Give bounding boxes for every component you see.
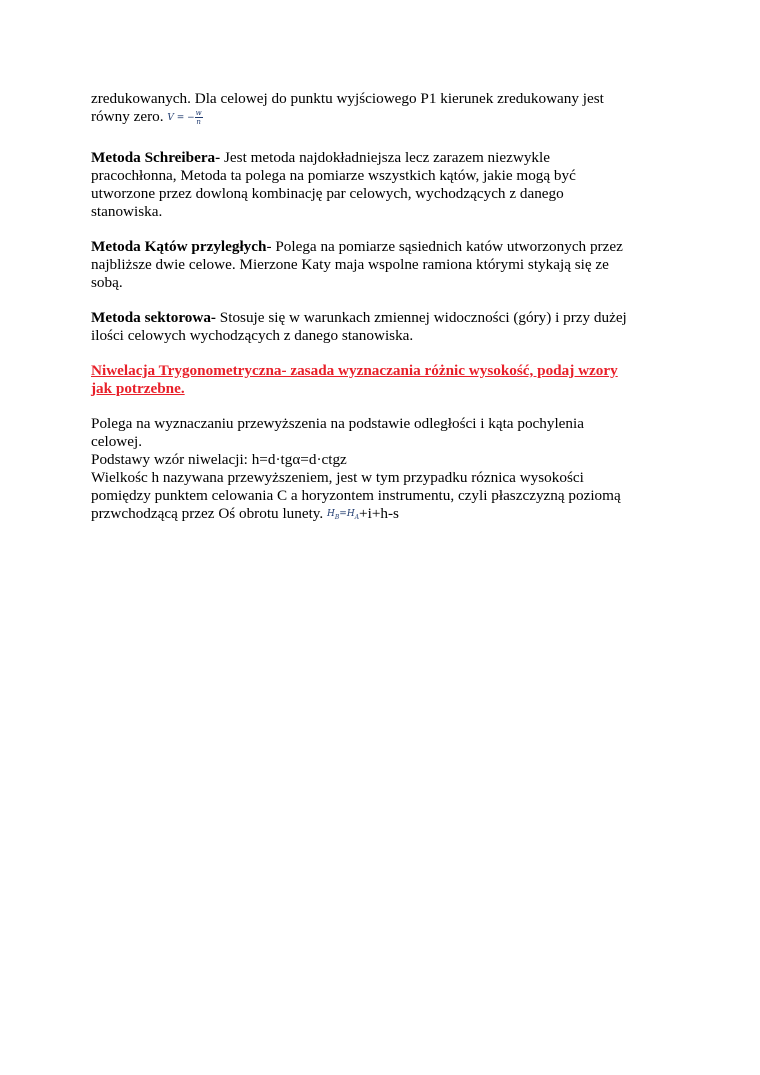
sektor-title: Metoda sektorowa- <box>91 308 216 326</box>
schreiber-text: Jest metoda najdokładniejsza lecz zarazem niezwykle pracochłonna, Metoda ta polega na pomiarze wszystkich kątów, jakie mogą być utworzone przez dowloną kombinację par celowych, wychodzących z danego stanowiska. <box>91 148 576 220</box>
schreiber-paragraph <box>91 149 636 221</box>
intro-paragraph <box>91 90 636 127</box>
niwelacja-paragraph <box>91 415 636 524</box>
katy-title: Metoda Kątów przyległych <box>91 237 267 255</box>
niwelacja-heading: Niwelacja Trygonometryczna- zasada wyznaczania różnic wysokość, podaj wzory jak potrzebne. <box>91 361 618 397</box>
intro-line-2: równy zero. <box>91 108 164 125</box>
formula-hb-image: $H_B=H_A$ <box>327 509 360 521</box>
niwelacja-line-3: Wielkośc h nazywana przewyższeniem, jest w tym przypadku róznica wysokości pomiędzy punktem celowania C a horyzontem instrumentu, czyli płaszczyzną poziomą przwchodzącą przez Oś obrotu lunety. <box>91 468 621 522</box>
sektor-text: Stosuje się w warunkach zmiennej widoczności (góry) i przy dużej ilości celowych wychodzących z danego stanowiska. <box>91 308 627 344</box>
document-page <box>91 90 636 523</box>
niwelacja-line-2: Podstawy wzór niwelacji: h=d·tgα=d·ctgz <box>91 450 347 468</box>
katy-paragraph <box>91 238 636 292</box>
sektor-paragraph <box>91 309 636 345</box>
schreiber-title: Metoda Schreibera- <box>91 148 221 166</box>
niwelacja-tail: +i+h-s <box>359 504 399 522</box>
niwelacja-line-1: Polega na wyznaczaniu przewyższenia na podstawie odległości i kąta pochylenia celowej. <box>91 414 584 450</box>
katy-text: - Polega na pomiarze sąsiednich katów utworzonych przez najbliższe dwie celowe. Mierzone Katy maja wspolne ramiona którymi stykają się ze sobą. <box>91 237 623 291</box>
intro-line-1: zredukowanych. Dla celowej do punktu wyjściowego P1 kierunek zredukowany jest <box>91 90 604 107</box>
formula-v-image: V = − $\frac{w}{n}$ <box>167 108 202 126</box>
formula-fraction: $\frac{w}{n}$ <box>195 108 202 126</box>
